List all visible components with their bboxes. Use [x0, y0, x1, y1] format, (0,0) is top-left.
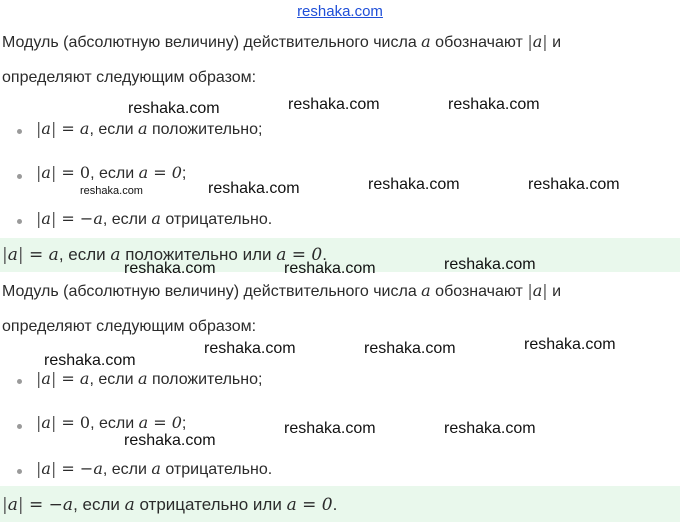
bullet-dot	[17, 469, 22, 474]
bullet-dot	[17, 129, 22, 134]
definition-paragraph-line1: Модуль (абсолютную величину) действительного числа a обозначают |a| и	[2, 281, 562, 300]
watermark: reshaka.com	[444, 256, 536, 273]
bullet-dot	[17, 174, 22, 179]
watermark: reshaka.com	[204, 340, 296, 357]
highlight-answer-2-text: |a| = −a, если a отрицательно или a = 0.	[2, 495, 338, 515]
bullet-zero: |a| = 0, если a = 0;	[36, 413, 187, 432]
bullet-dot	[17, 424, 22, 429]
variable-a: a	[421, 32, 431, 51]
watermark: reshaka.com	[128, 100, 220, 117]
definition-paragraph-line2: определяют следующим образом:	[2, 318, 257, 335]
bullet-dot	[17, 219, 22, 224]
watermark: reshaka.com	[124, 260, 216, 277]
bullet-zero: |a| = 0, если a = 0;	[36, 163, 187, 182]
watermark: reshaka.com	[80, 185, 143, 197]
definition-paragraph-line2: определяют следующим образом:	[2, 69, 257, 86]
watermark: reshaka.com	[124, 432, 216, 449]
watermark: reshaka.com	[284, 260, 376, 277]
highlight-answer-1-text: |a| = a, если a положительно или a = 0.	[2, 245, 327, 265]
watermark: reshaka.com	[288, 96, 380, 113]
site-title-link[interactable]: reshaka.com	[297, 3, 383, 20]
watermark: reshaka.com	[528, 176, 620, 193]
watermark: reshaka.com	[444, 420, 536, 437]
bullet-positive: |a| = a, если a положительно;	[36, 119, 263, 138]
bullet-dot	[17, 379, 22, 384]
watermark: reshaka.com	[364, 340, 456, 357]
bullet-positive: |a| = a, если a положительно;	[36, 369, 263, 388]
bullet-negative: |a| = −a, если a отрицательно.	[36, 459, 273, 478]
watermark: reshaka.com	[448, 96, 540, 113]
watermark: reshaka.com	[208, 180, 300, 197]
watermark: reshaka.com	[44, 352, 136, 369]
definition-paragraph-line1: Модуль (абсолютную величину) действительного числа a обозначают |a| и	[2, 32, 562, 51]
watermark: reshaka.com	[368, 176, 460, 193]
watermark: reshaka.com	[284, 420, 376, 437]
watermark: reshaka.com	[524, 336, 616, 353]
bullet-negative: |a| = −a, если a отрицательно.	[36, 209, 273, 228]
